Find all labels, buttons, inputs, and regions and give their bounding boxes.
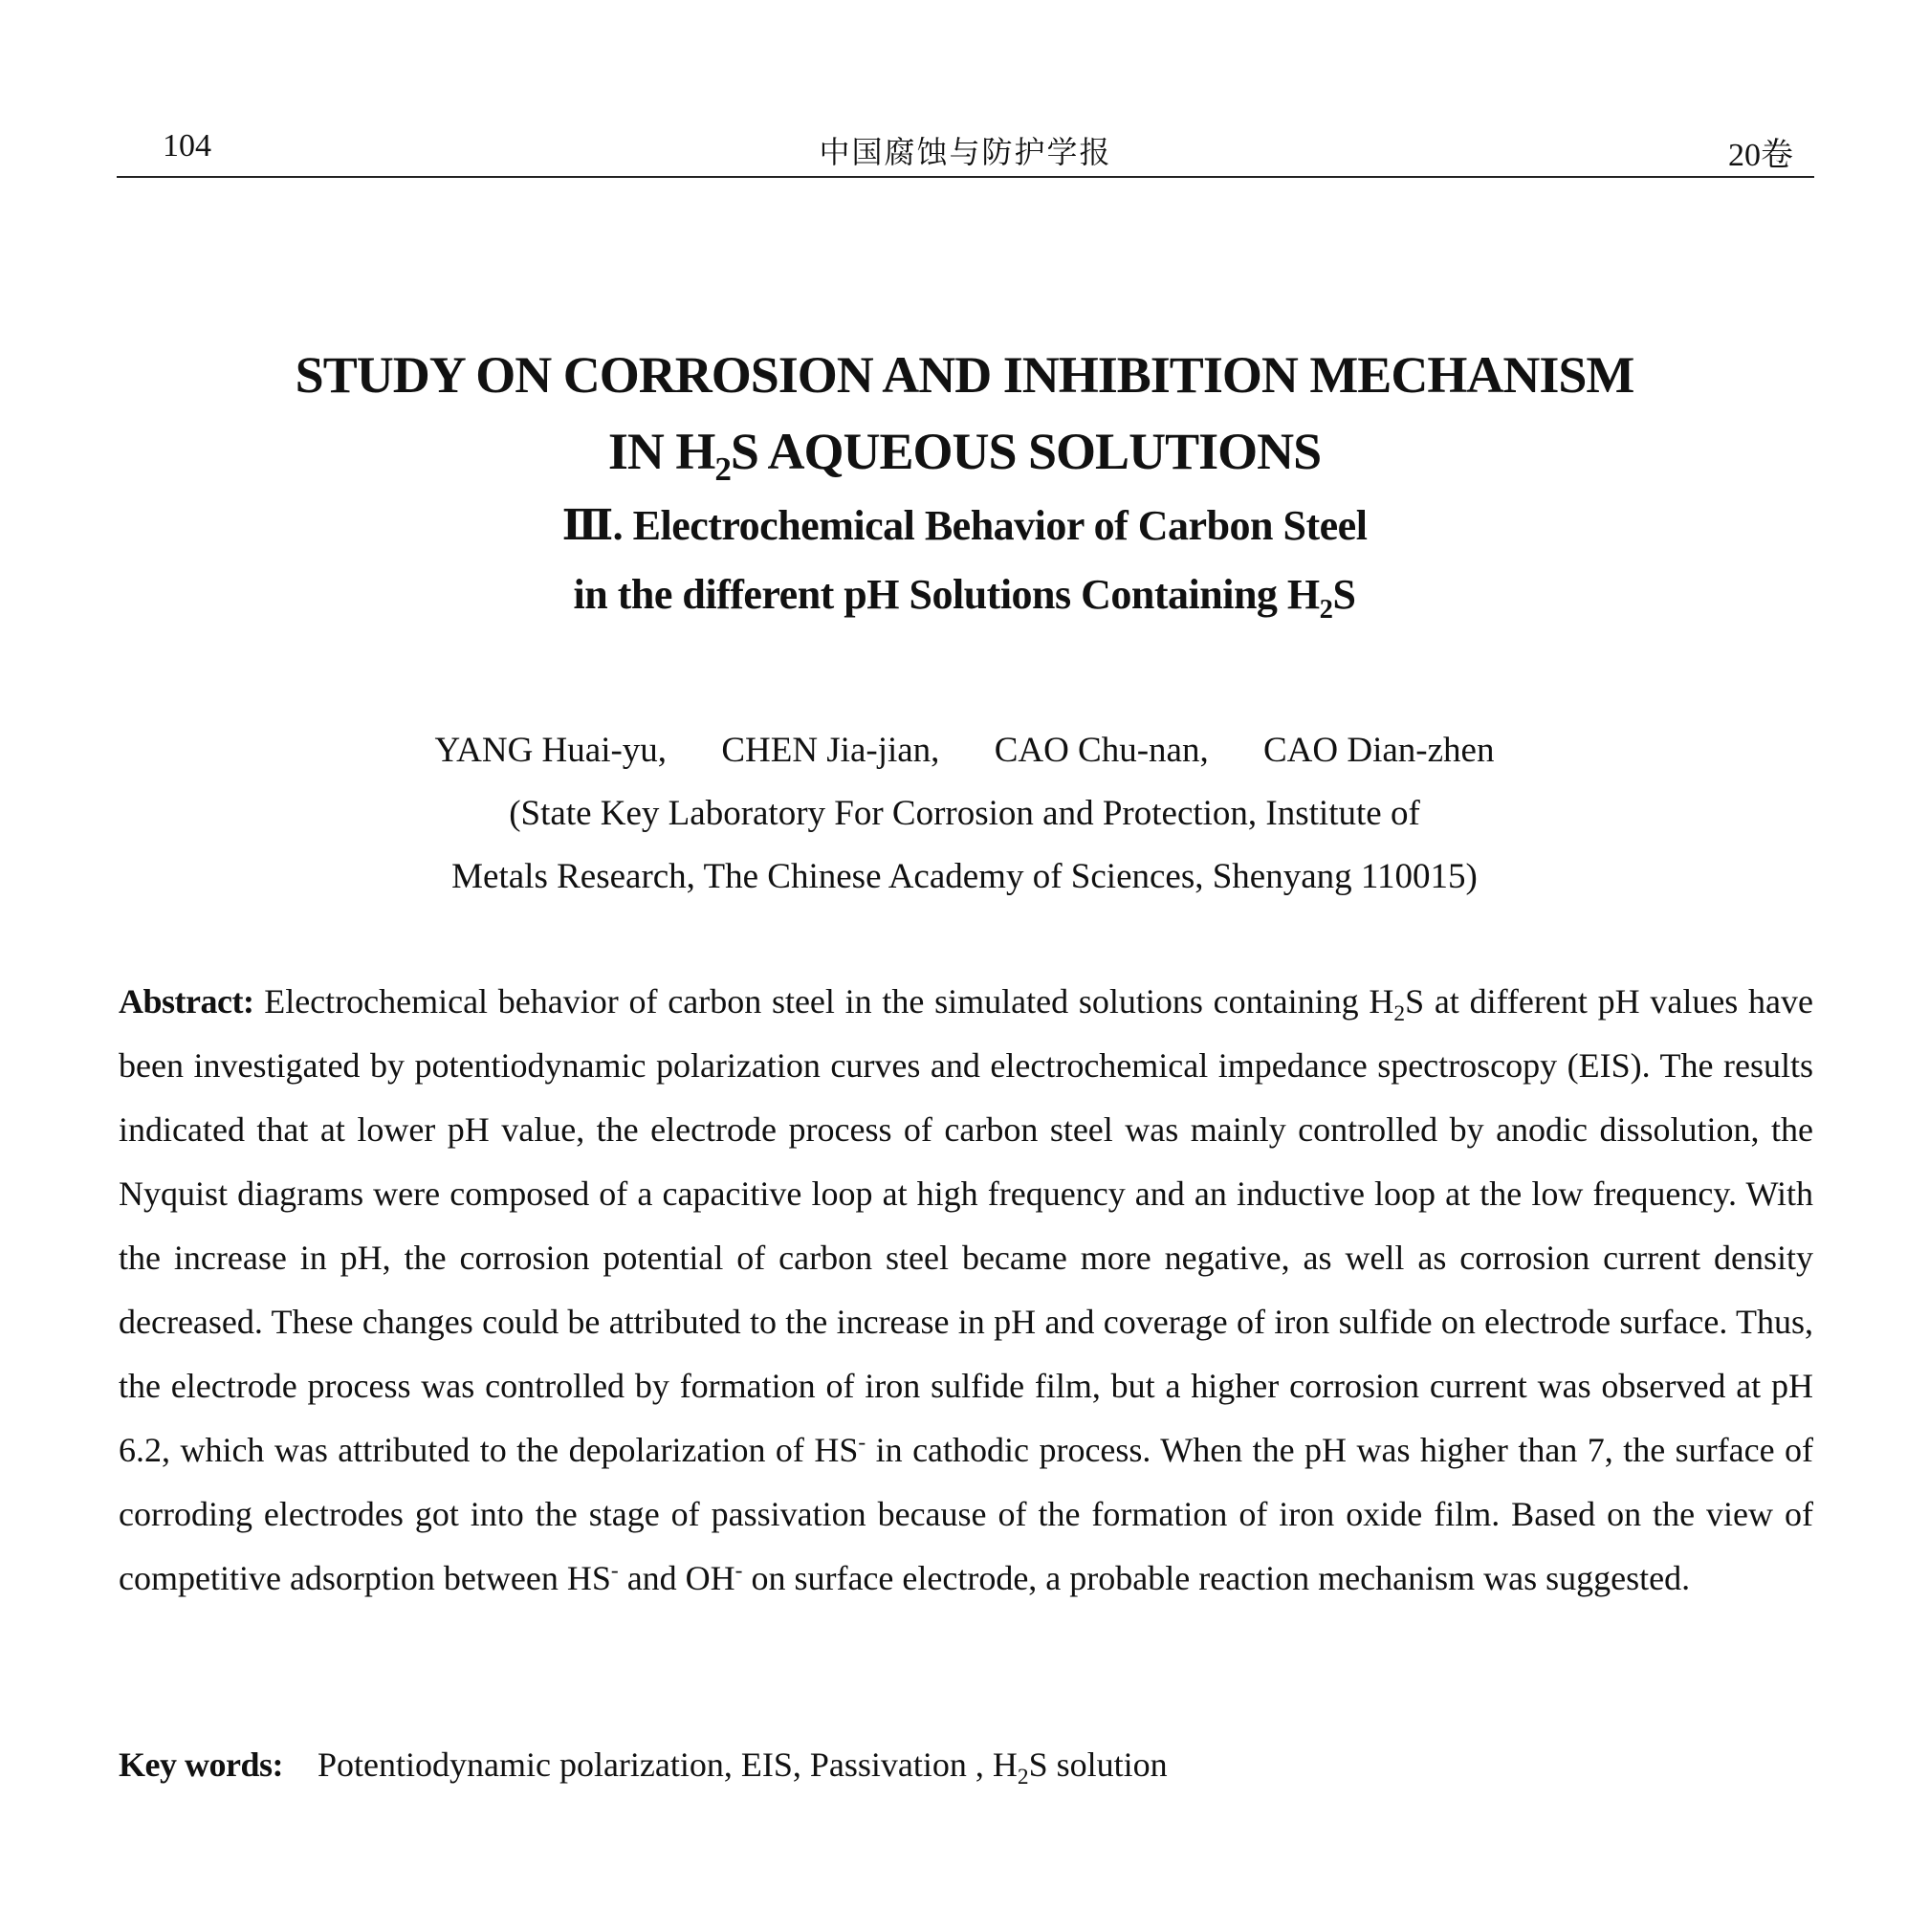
running-header — [117, 122, 1814, 178]
subtitle-line-1: Ⅲ. Electrochemical Behavior of Carbon Steel — [561, 502, 1368, 549]
keywords-text-pre: Potentiodynamic polarization, EIS, Passivation , H — [317, 1745, 1018, 1784]
title-line-2 — [0, 413, 1929, 490]
author-list — [0, 719, 1929, 782]
page-number: 104 — [163, 128, 211, 164]
abstract-text-4: and OH — [618, 1559, 735, 1597]
subtitle-line-2-post: S — [1332, 571, 1356, 618]
title-block — [0, 337, 1929, 629]
author: CHEN Jia-jian, — [721, 731, 940, 770]
title-line-2-pre: IN H — [607, 423, 715, 480]
abstract-text-3: in cathodic process. When the pH was higher than 7, the surface of corroding electrodes got into the stage of passivation because of the formation of iron oxide film. Based on the view of competitive adsorption between HS — [119, 1431, 1813, 1597]
abstract-subscript: 2 — [1393, 1001, 1406, 1027]
subtitle-line-2 — [0, 560, 1929, 629]
abstract-label: Abstract: — [119, 982, 254, 1021]
abstract-superscript-3: - — [734, 1558, 743, 1583]
abstract-superscript-1: - — [858, 1430, 866, 1455]
abstract-text-2: S at different pH values have been investigated by potentiodynamic polarization curves and electrochemical impedance spectroscopy (EIS). The results indicated that at lower pH value, the electrode process of carbon steel was mainly controlled by anodic dissolution, the Nyquist diagrams were composed of a capacitive loop at high frequency and an inductive loop at the low frequency. With the increase in pH, the corrosion potential of carbon steel became more negative, as well as corrosion current density decreased. These changes could be attributed to the increase in pH and coverage of iron sulfide on electrode surface. Thus, the electrode process was controlled by formation of iron sulfide film, but a higher corrosion current was observed at pH 6.2, which was attributed to the depolarization of HS — [119, 982, 1814, 1469]
keywords — [119, 1733, 1813, 1797]
author: CAO Chu-nan, — [994, 731, 1209, 770]
authors-block — [0, 719, 1929, 909]
abstract-superscript-2: - — [610, 1558, 619, 1583]
keywords-subscript: 2 — [1017, 1765, 1029, 1790]
journal-name: 中国腐蚀与防护学报 — [819, 134, 1112, 170]
author: CAO Dian-zhen — [1262, 731, 1495, 770]
subtitle-line-2-pre: in the different pH Solutions Containing H — [573, 571, 1320, 618]
affiliation-line-1: (State Key Laboratory For Corrosion and Protection, Institute of — [509, 794, 1420, 833]
title-line-2-post: S AQUEOUS SOLUTIONS — [730, 423, 1322, 480]
abstract-text-1: Electrochemical behavior of carbon steel in the simulated solutions containing H — [253, 982, 1394, 1021]
abstract-text-5: on surface electrode, a probable reaction mechanism was suggested. — [742, 1559, 1691, 1597]
title-line-1: STUDY ON CORROSION AND INHIBITION MECHANISM — [295, 346, 1634, 404]
keywords-label: Key words: — [119, 1745, 283, 1784]
keywords-text-post: S solution — [1028, 1745, 1168, 1784]
subtitle-line-2-subscript: 2 — [1319, 594, 1333, 625]
author: YANG Huai-yu, — [434, 731, 668, 770]
affiliation-line-2: Metals Research, The Chinese Academy of Sciences, Shenyang 110015) — [451, 857, 1478, 896]
abstract — [119, 970, 1813, 1611]
volume-label: 20卷 — [1728, 138, 1793, 173]
title-line-2-subscript: 2 — [714, 450, 731, 488]
